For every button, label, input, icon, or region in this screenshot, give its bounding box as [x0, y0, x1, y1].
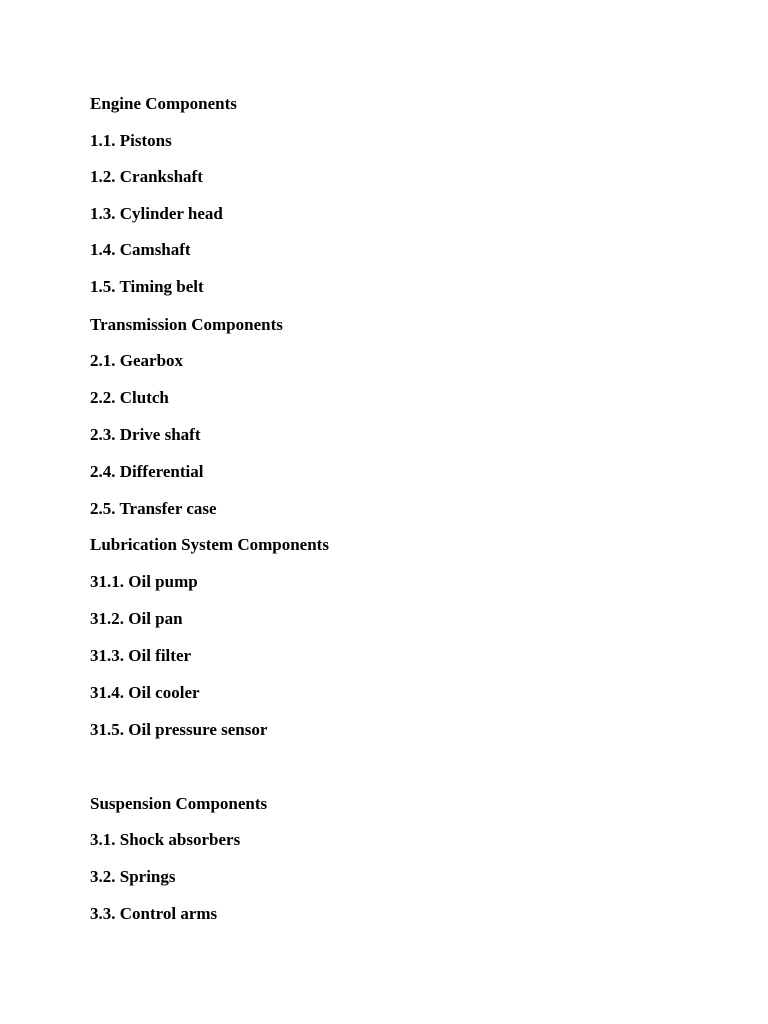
- list-item: 31.3. Oil filter: [90, 646, 192, 665]
- list-item: 31.5. Oil pressure sensor: [90, 720, 268, 739]
- section-heading-transmission: Transmission Components: [90, 315, 283, 334]
- list-item: 31.4. Oil cooler: [90, 683, 200, 702]
- list-item: 2.1. Gearbox: [90, 351, 184, 370]
- list-item: 2.4. Differential: [90, 462, 204, 481]
- list-item: 31.1. Oil pump: [90, 572, 198, 591]
- list-item: 2.5. Transfer case: [90, 499, 217, 518]
- section-heading-engine: Engine Components: [90, 94, 237, 113]
- list-item: 3.2. Springs: [90, 867, 176, 886]
- list-item: 1.1. Pistons: [90, 131, 172, 150]
- list-item: 3.3. Control arms: [90, 904, 218, 923]
- list-item: 2.2. Clutch: [90, 388, 169, 407]
- list-item: 2.3. Drive shaft: [90, 425, 201, 444]
- list-item: 31.2. Oil pan: [90, 609, 183, 628]
- list-item: 1.2. Crankshaft: [90, 167, 203, 186]
- list-item: 1.4. Camshaft: [90, 240, 191, 259]
- list-item: 3.1. Shock absorbers: [90, 830, 241, 849]
- list-item: 1.3. Cylinder head: [90, 204, 223, 223]
- list-item: 1.5. Timing belt: [90, 277, 204, 296]
- section-heading-lubrication: Lubrication System Components: [90, 535, 329, 554]
- section-heading-suspension: Suspension Components: [90, 794, 268, 813]
